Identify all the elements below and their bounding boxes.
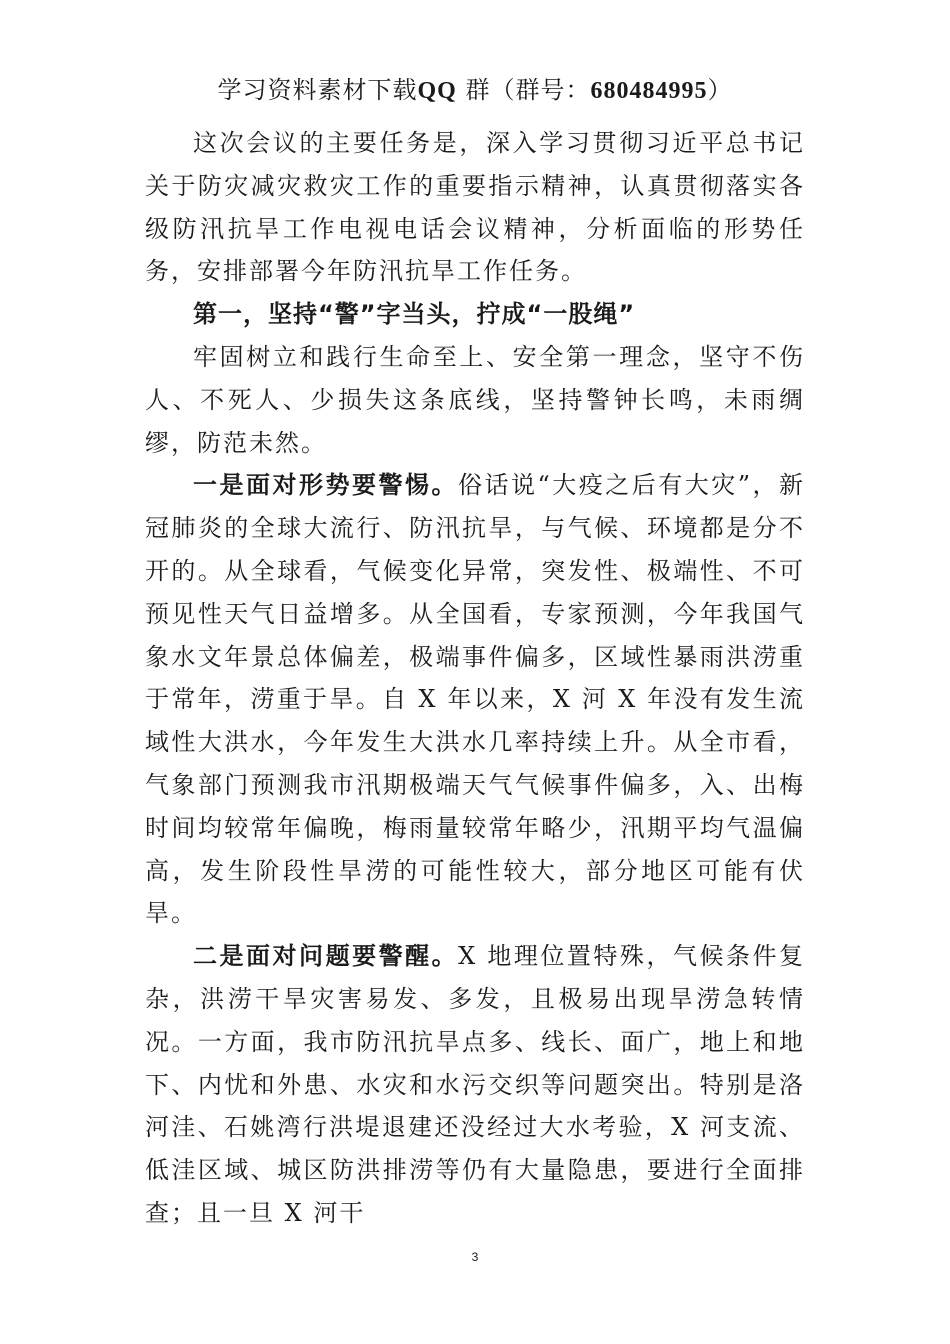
page-number: 3 bbox=[471, 1250, 479, 1264]
document-body bbox=[145, 122, 805, 1235]
point-one-text: 俗话说“大疫之后有大灾”，新冠肺炎的全球大流行、防汛抗旱，与气候、环境都是分不开的。从全球看，气候变化异常，突发性、极端性、不可预见性天气日益增多。从全国看，专家预测，今年我国气象水文年景总体偏差，极端事件偏多，区域性暴雨洪涝重于常年，涝重于旱。自 X 年以来，X 河 X 年没有发生流域性大洪水，今年发生大洪水几率持续上升。从全市看，气象部门预测我市汛期极端天气气候事件偏多，入、出梅时间均较常年偏晚，梅雨量较常年略少，汛期平均气温偏高，发生阶段性旱涝的可能性较大，部分地区可能有伏旱。 bbox=[145, 471, 805, 928]
header-prefix: 学习资料素材下载 bbox=[217, 76, 418, 104]
header-middle: 群（群号： bbox=[456, 76, 591, 104]
point-one-lead: 一是面对形势要警惕。 bbox=[193, 470, 458, 500]
point-two-lead: 二是面对问题要警醒。 bbox=[193, 941, 459, 971]
point-one-paragraph bbox=[145, 464, 805, 935]
section-heading: 第一，坚持“警”字当头，拧成“一股绳” bbox=[193, 300, 636, 329]
point-two-paragraph bbox=[145, 935, 805, 1235]
intro-text: 这次会议的主要任务是，深入学习贯彻习近平总书记关于防灾减灾救灾工作的重要指示精神，认真贯彻落实各级防汛抗旱工作电视电话会议精神，分析面临的形势任务，安排部署今年防汛抗旱工作任务。 bbox=[145, 129, 805, 286]
header-group-number: 680484995 bbox=[590, 78, 708, 104]
page-header bbox=[0, 74, 950, 107]
section-intro-paragraph: 牢固树立和践行生命至上、安全第一理念，坚守不伤人、不死人、少损失这条底线，坚持警钟长鸣，未雨绸缪，防范未然。 bbox=[145, 342, 805, 457]
intro-paragraph bbox=[145, 122, 805, 293]
header-qq: QQ bbox=[417, 78, 457, 104]
header-suffix: ） bbox=[707, 76, 733, 104]
point-two-text: X 地理位置特殊，气候条件复杂，洪涝干旱灾害易发、多发，且极易出现旱涝急转情况。一方面，我市防汛抗旱点多、线长、面广，地上和地下、内忧和外患、水灾和水污交织等问题突出。特别是洛河洼、石姚湾行洪堤退建还没经过大水考验，X 河支流、低洼区域、城区防洪排涝等仍有大量隐患，要进行全面排查；且一旦 X 河干 bbox=[145, 942, 806, 1227]
